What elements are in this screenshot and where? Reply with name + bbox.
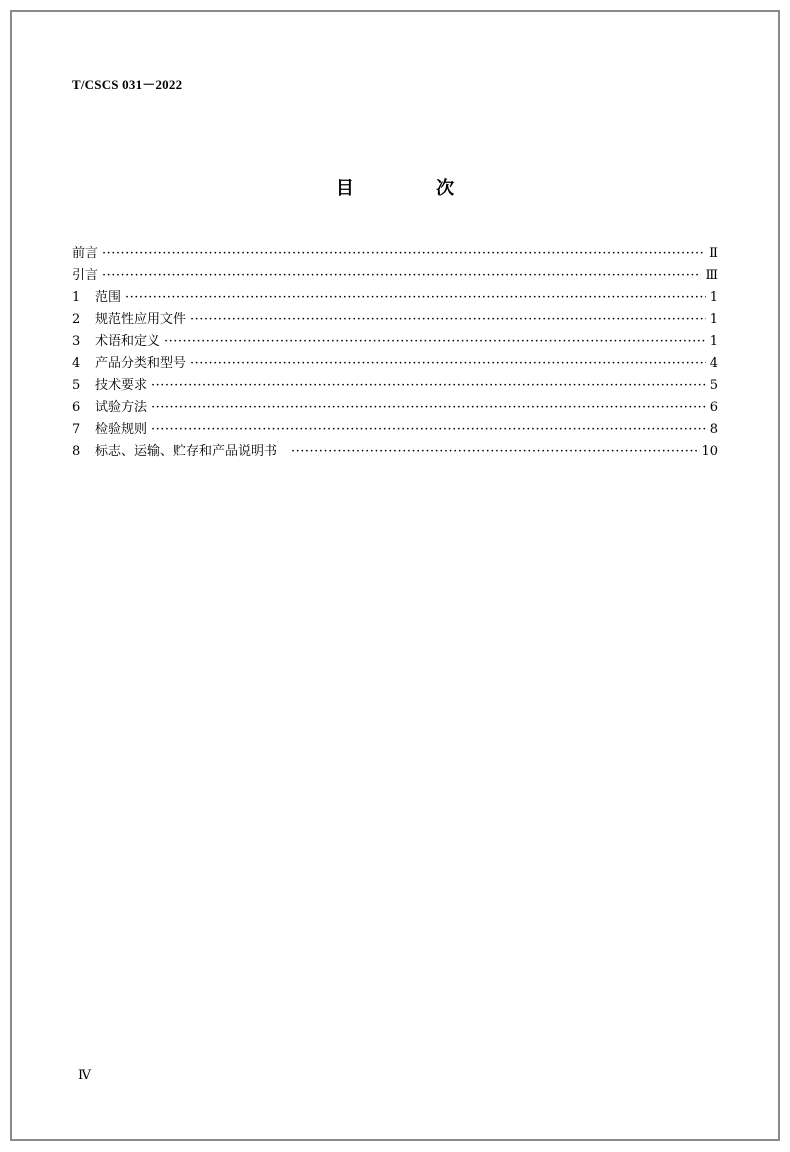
- toc-entry-page: 4: [709, 356, 718, 371]
- toc-entry-page: 8: [709, 422, 718, 437]
- toc-entry-number: 2: [72, 312, 81, 327]
- toc-title: 目 次: [335, 178, 493, 199]
- toc-entry-label: 标志、运输、贮存和产品说明书: [95, 444, 278, 459]
- toc-entry-page: 5: [709, 378, 718, 393]
- toc-dot-leader: [164, 331, 706, 353]
- toc-entry-page: 1: [709, 312, 718, 327]
- toc-entry-page: 6: [709, 400, 718, 415]
- toc-entry-terms-definitions[interactable]: [72, 331, 718, 353]
- toc-entry-foreword[interactable]: [72, 243, 718, 265]
- table-of-contents: [72, 243, 718, 463]
- toc-dot-leader: [190, 309, 706, 331]
- toc-entry-label: 试验方法: [95, 400, 148, 415]
- toc-entry-page: 10: [701, 444, 718, 459]
- toc-entry-label: 检验规则: [95, 422, 148, 437]
- toc-entry-page: Ⅱ: [709, 246, 718, 261]
- document-code: T/CSCS 031－2022: [72, 77, 183, 92]
- toc-entry-number: 4: [72, 356, 81, 371]
- toc-entry-label: 规范性应用文件: [95, 312, 187, 327]
- toc-dot-leader: [190, 353, 706, 375]
- toc-entry-test-methods[interactable]: [72, 397, 718, 419]
- page-number: Ⅳ: [78, 1067, 91, 1082]
- toc-entry-page: 1: [709, 334, 718, 349]
- toc-entry-label: 产品分类和型号: [95, 356, 187, 371]
- toc-entry-number: 7: [72, 422, 81, 437]
- toc-entry-inspection-rules[interactable]: [72, 419, 718, 441]
- toc-entry-label: 技术要求: [95, 378, 148, 393]
- toc-dot-leader: [102, 265, 701, 287]
- toc-entry-label: 引言: [72, 268, 99, 283]
- toc-entry-product-classification[interactable]: [72, 353, 718, 375]
- toc-dot-leader: [291, 441, 697, 463]
- toc-entry-number: 5: [72, 378, 81, 393]
- toc-entry-number: 1: [72, 290, 81, 305]
- toc-entry-technical-requirements[interactable]: [72, 375, 718, 397]
- toc-entry-number: 8: [72, 444, 81, 459]
- toc-entry-number: 3: [72, 334, 81, 349]
- toc-entry-introduction[interactable]: [72, 265, 718, 287]
- toc-dot-leader: [151, 419, 706, 441]
- toc-dot-leader: [125, 287, 706, 309]
- toc-entry-label: 术语和定义: [95, 334, 161, 349]
- toc-dot-leader: [102, 243, 705, 265]
- toc-entry-label: 范围: [95, 290, 122, 305]
- toc-entry-normative-references[interactable]: [72, 309, 718, 331]
- toc-entry-label: 前言: [72, 246, 99, 261]
- toc-entry-page: 1: [709, 290, 718, 305]
- toc-entry-scope[interactable]: [72, 287, 718, 309]
- toc-entry-marking-transport-storage[interactable]: [72, 441, 718, 463]
- toc-entry-number: 6: [72, 400, 81, 415]
- toc-entry-page: Ⅲ: [705, 268, 718, 283]
- toc-dot-leader: [151, 375, 706, 397]
- toc-dot-leader: [151, 397, 706, 419]
